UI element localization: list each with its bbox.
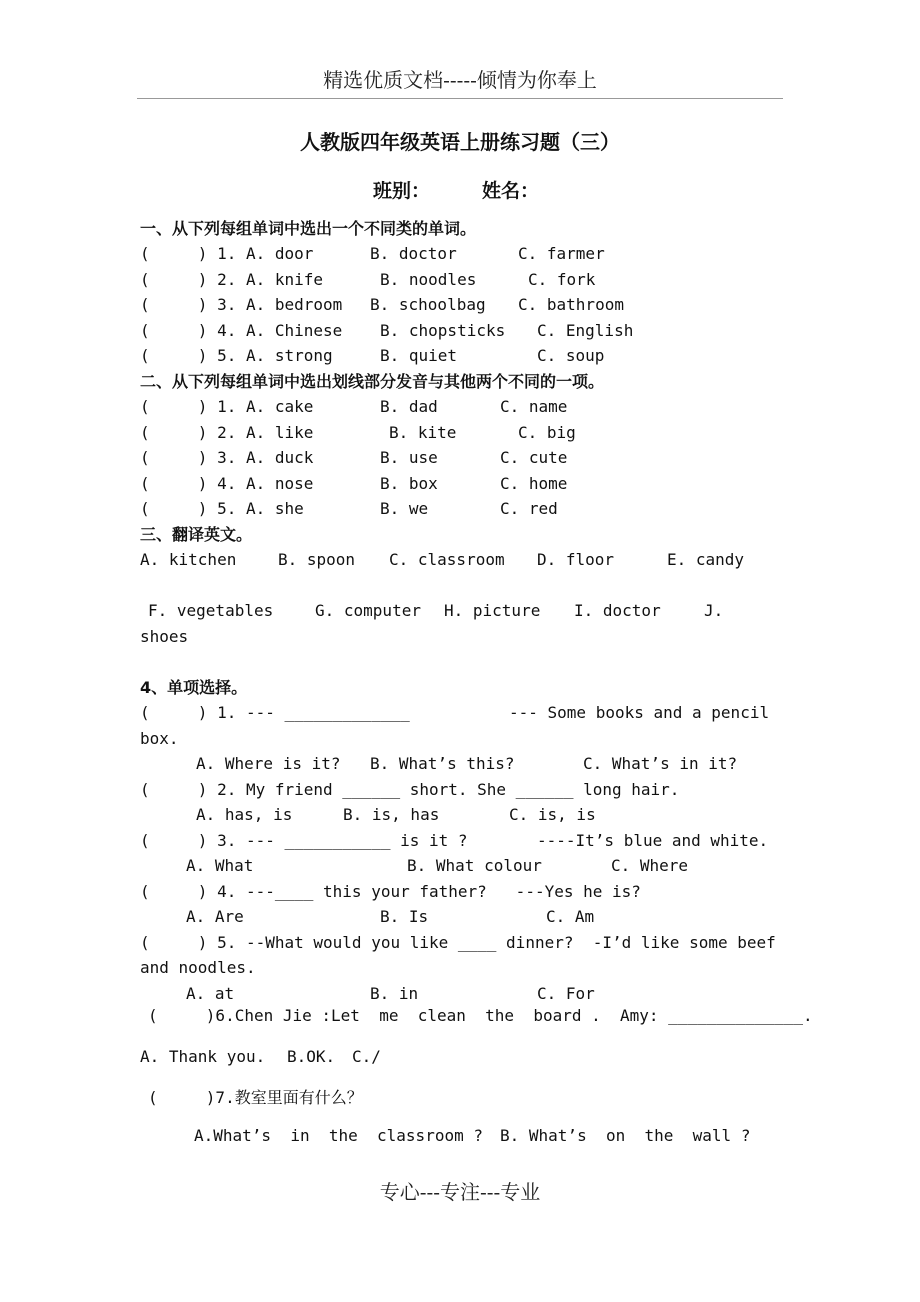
s2-item-2-a: ( ) 2. A. like <box>140 423 314 442</box>
section-3-heading: 三、翻译英文。 <box>140 525 253 544</box>
q4-opt-a: A. Are <box>186 907 244 926</box>
q3-opt-b: B. What colour <box>407 856 542 875</box>
s1-item-4-c: C. English <box>537 321 634 340</box>
q4-opt-c: C. Am <box>546 907 595 926</box>
q5-opt-a: A. at <box>186 984 235 1003</box>
s3-word-j: J. <box>704 601 724 620</box>
q1-cont: box. <box>140 729 179 748</box>
s2-item-3-a: ( ) 3. A. duck <box>140 448 314 467</box>
q6-opt-a: A. Thank you. <box>140 1047 266 1066</box>
q1-opt-c: C. What’s in it? <box>583 754 738 773</box>
s1-item-2-c: C. fork <box>528 270 596 289</box>
s2-item-2-c: C. big <box>518 423 576 442</box>
s3-word-h: H. picture <box>444 601 541 620</box>
s1-item-3-c: C. bathroom <box>518 295 624 314</box>
s2-item-3-c: C. cute <box>500 448 568 467</box>
section-4-heading: 4、单项选择。 <box>140 678 248 697</box>
s3-word-e: E. candy <box>667 550 745 569</box>
s3-word-c: C. classroom <box>389 550 505 569</box>
s1-item-3-a: ( ) 3. A. bedroom <box>140 295 343 314</box>
s2-item-2-b: B. kite <box>389 423 457 442</box>
q5-cont: and noodles. <box>140 958 256 977</box>
s2-item-1-a: ( ) 1. A. cake <box>140 397 314 416</box>
q1-opt-b: B. What’s this? <box>370 754 515 773</box>
q3-opt-c: C. Where <box>611 856 689 875</box>
q2-opt-b: B. is, has <box>343 805 440 824</box>
q4-stem: ( ) 4. ---____ this your father? ---Yes he is? <box>140 882 641 901</box>
s3-word-b: B. spoon <box>278 550 356 569</box>
s1-item-5-b: B. quiet <box>380 346 458 365</box>
s3-word-g: G. computer <box>315 601 421 620</box>
s1-item-5-c: C. soup <box>537 346 605 365</box>
s1-item-2-b: B. noodles <box>380 270 477 289</box>
s2-item-4-b: B. box <box>380 474 438 493</box>
s3-word-i: I. doctor <box>574 601 661 620</box>
q3-stem: ( ) 3. --- ___________ is it ? <box>140 831 468 850</box>
s2-item-5-c: C. red <box>500 499 558 518</box>
page-header: 精选优质文档-----倾情为你奉上 <box>323 68 597 92</box>
s2-item-3-b: B. use <box>380 448 438 467</box>
s1-item-1-a: ( ) 1. A. door <box>140 244 314 263</box>
q5-stem: ( ) 5. --What would you like ____ dinner? -I’d like some beef <box>140 933 776 952</box>
q3-opt-a: A. What <box>186 856 254 875</box>
s3-word-d: D. floor <box>537 550 615 569</box>
s3-word-a: A. kitchen <box>140 550 237 569</box>
s1-item-5-a: ( ) 5. A. strong <box>140 346 333 365</box>
s2-item-4-a: ( ) 4. A. nose <box>140 474 314 493</box>
q1-answer: --- Some books and a pencil <box>509 703 770 722</box>
s2-item-4-c: C. home <box>500 474 568 493</box>
q2-opt-c: C. is, is <box>509 805 596 824</box>
q3-answer: ----It’s blue and white. <box>537 831 769 850</box>
document-title: 人教版四年级英语上册练习题（三） <box>300 130 620 154</box>
page-footer: 专心---专注---专业 <box>379 1180 541 1204</box>
s1-item-4-a: ( ) 4. A. Chinese <box>140 321 343 340</box>
q7-opt-a: A.What’s in the classroom ? <box>194 1126 483 1145</box>
q5-opt-b: B. in <box>370 984 419 1003</box>
s1-item-3-b: B. schoolbag <box>370 295 486 314</box>
s2-item-5-a: ( ) 5. A. she <box>140 499 304 518</box>
q4-opt-b: B. Is <box>380 907 429 926</box>
q6-stem: ( )6.Chen Jie :Let me clean the board . Amy: ______________. <box>148 1006 813 1025</box>
q2-stem: ( ) 2. My friend ______ short. She ______ long hair. <box>140 780 680 799</box>
q7-opt-b: B. What’s on the wall ? <box>500 1126 751 1145</box>
q6-opt-b: B.OK. <box>287 1047 336 1066</box>
s1-item-2-a: ( ) 2. A. knife <box>140 270 324 289</box>
s2-item-5-b: B. we <box>380 499 429 518</box>
q2-opt-a: A. has, is <box>196 805 293 824</box>
q1-opt-a: A. Where is it? <box>196 754 341 773</box>
q1-stem: ( ) 1. --- _____________ <box>140 703 410 722</box>
s1-item-4-b: B. chopsticks <box>380 321 506 340</box>
section-2-heading: 二、从下列每组单词中选出划线部分发音与其他两个不同的一项。 <box>140 372 605 391</box>
s1-item-1-b: B. doctor <box>370 244 457 263</box>
s2-item-1-b: B. dad <box>380 397 438 416</box>
s1-item-1-c: C. farmer <box>518 244 605 263</box>
s3-word-f: F. vegetables <box>148 601 274 620</box>
q5-opt-c: C. For <box>537 984 595 1003</box>
class-label: 班别： <box>373 180 431 202</box>
q7-stem: ( )7.教室里面有什么？ <box>148 1088 363 1107</box>
s3-word-j-cont: shoes <box>140 627 189 646</box>
section-1-heading: 一、从下列每组单词中选出一个不同类的单词。 <box>140 219 477 238</box>
name-label: 姓名： <box>482 180 540 202</box>
q6-opt-c: C./ <box>352 1047 381 1066</box>
header-rule <box>137 98 783 99</box>
s2-item-1-c: C. name <box>500 397 568 416</box>
